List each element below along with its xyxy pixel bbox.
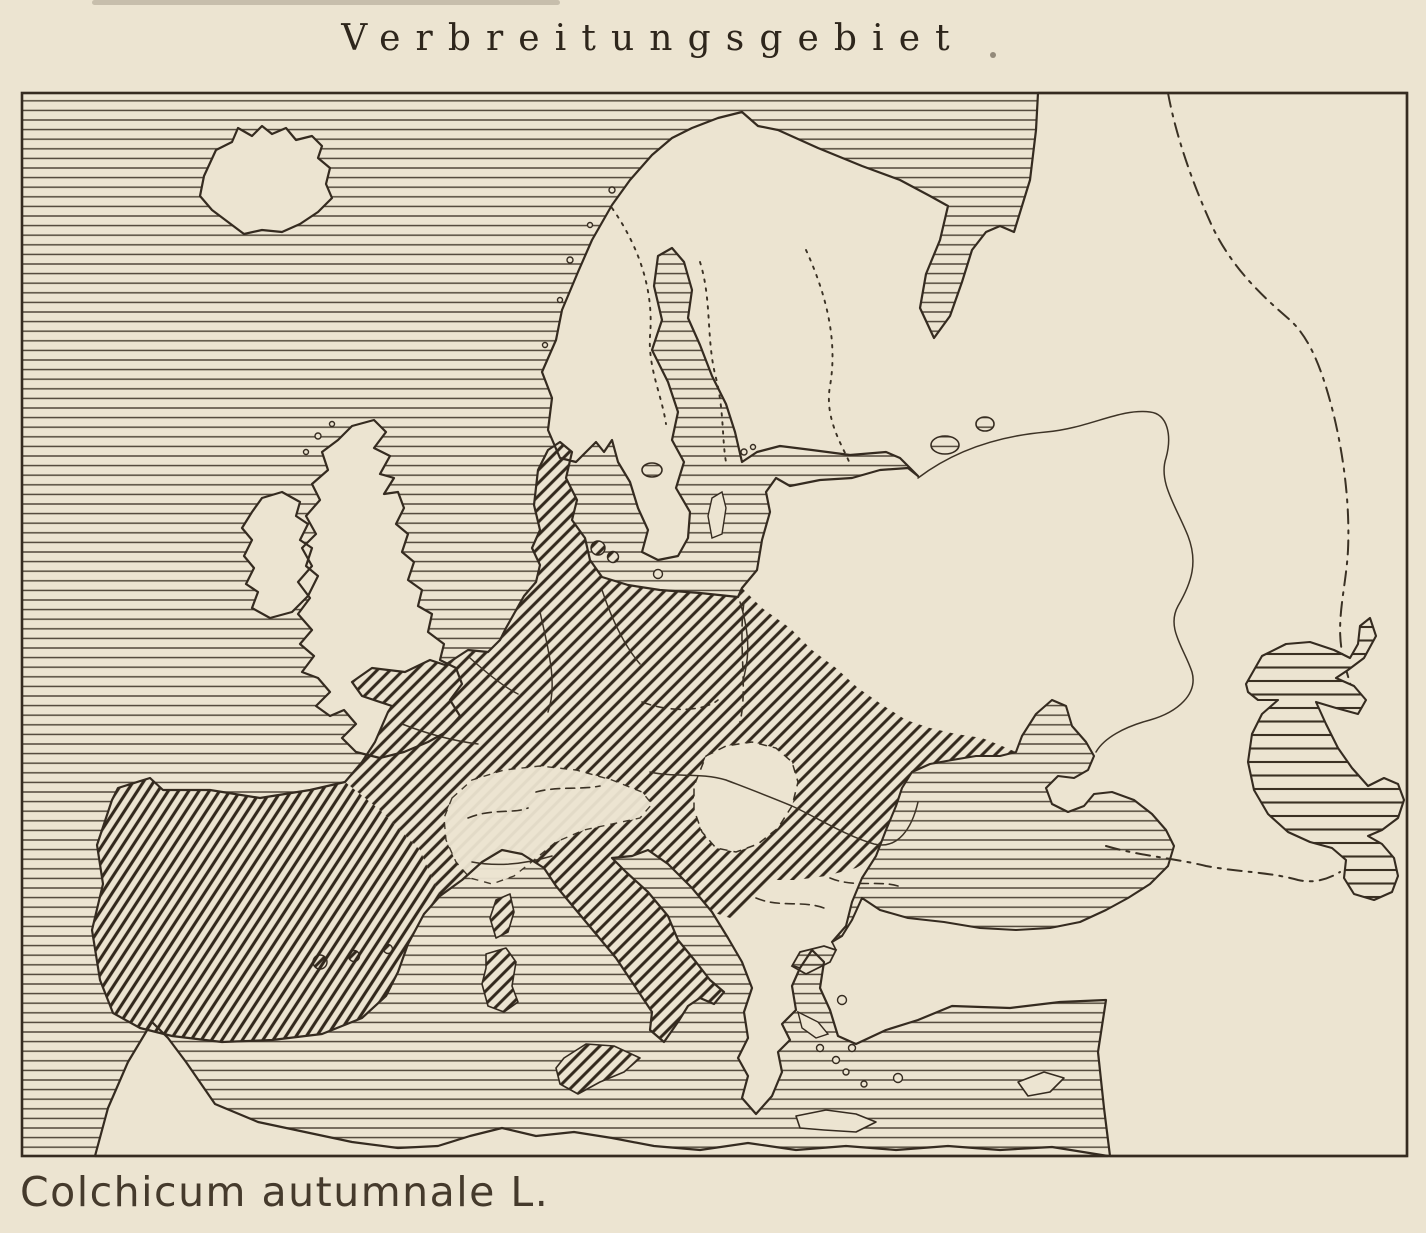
islet-norway-5 bbox=[543, 343, 548, 348]
island-cyclades-4 bbox=[843, 1069, 849, 1075]
range-mallorca bbox=[313, 955, 327, 969]
lake-ladoga bbox=[931, 436, 959, 454]
island-cyclades-5 bbox=[861, 1081, 867, 1087]
islet-norway-4 bbox=[609, 187, 615, 193]
range-menorca bbox=[349, 951, 360, 962]
lake-onega bbox=[976, 417, 994, 431]
island-lesbos bbox=[838, 996, 847, 1005]
islet-hebrides-2 bbox=[304, 450, 309, 455]
island-rhodes bbox=[894, 1074, 903, 1083]
range-ibiza bbox=[384, 945, 393, 954]
species-caption: Colchicum autumnale L. bbox=[20, 1168, 550, 1216]
islet-norway-2 bbox=[567, 257, 573, 263]
range-funen bbox=[608, 552, 619, 563]
island-aland-2 bbox=[751, 445, 756, 450]
range-zealand bbox=[591, 541, 605, 555]
island-bornholm bbox=[654, 570, 663, 579]
islet-norway-1 bbox=[558, 298, 563, 303]
island-aland bbox=[741, 449, 747, 455]
island-cyclades-2 bbox=[833, 1057, 840, 1064]
lake-vanern bbox=[642, 463, 662, 477]
islet-hebrides-3 bbox=[330, 422, 335, 427]
island-cyclades-3 bbox=[849, 1045, 856, 1052]
map-title: Verbreitungsgebiet bbox=[341, 18, 965, 59]
islet-norway-3 bbox=[588, 223, 593, 228]
island-cyclades-1 bbox=[817, 1045, 824, 1052]
islet-hebrides-1 bbox=[315, 433, 321, 439]
